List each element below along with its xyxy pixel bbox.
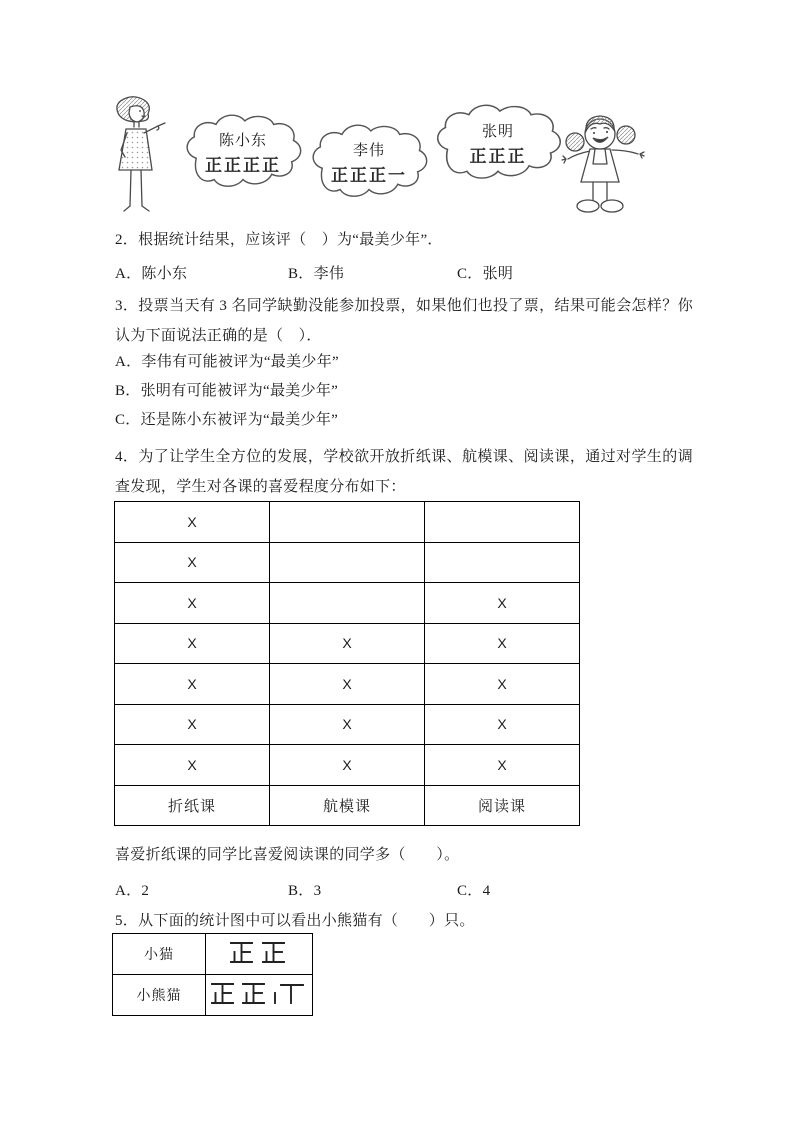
table-row — [115, 704, 580, 745]
row-label: 小猫 — [113, 934, 206, 975]
question-4-subquestion: 喜爱折纸课的同学比喜爱阅读课的同学多（ ）。 — [115, 847, 460, 863]
tally-text: 正正正一 — [331, 165, 407, 185]
table-cell: X — [115, 502, 270, 543]
table-row — [115, 785, 580, 826]
candidate-name: 李伟 — [352, 142, 385, 159]
tally-marks-xiaoxiongmao — [206, 975, 313, 1016]
table-cell: X — [115, 583, 270, 624]
table-cell: X — [270, 664, 425, 705]
tally-marks-icon — [228, 938, 290, 965]
table-cell: X — [425, 664, 580, 705]
tally-text: 正正正正 — [205, 155, 281, 175]
table-row — [113, 934, 313, 975]
table-cell: X — [270, 623, 425, 664]
candidate-name: 张明 — [481, 123, 514, 140]
table-cell: X — [115, 664, 270, 705]
table-cell: X — [115, 745, 270, 786]
question-3-option-b: B．张明有可能被评为“最美少年” — [115, 383, 339, 399]
question-3-option-c: C．还是陈小东被评为“最美少年” — [115, 412, 339, 428]
vote-illustration — [0, 92, 793, 222]
table-cell: X — [425, 704, 580, 745]
preference-table — [114, 501, 580, 826]
question-5-text: 5．从下面的统计图中可以看出小熊猫有（ ）只。 — [115, 913, 475, 929]
candidate-name: 陈小东 — [218, 132, 267, 149]
column-label: 折纸课 — [115, 785, 270, 826]
teacher-illustration — [106, 96, 170, 218]
table-row — [115, 502, 580, 543]
table-row — [115, 745, 580, 786]
option-c: C．4 — [457, 883, 491, 899]
question-4-text: 4．为了让学生全方位的发展，学校欲开放折纸课、航模课、阅读课，通过对学生的调查发现，学生对各课的喜爱程度分布如下： — [115, 449, 693, 495]
vote-cloud-liwei — [306, 122, 432, 202]
tally-marks-icon — [210, 979, 308, 1006]
column-label: 阅读课 — [425, 785, 580, 826]
girl-illustration — [560, 104, 648, 218]
table-row — [115, 542, 580, 583]
option-b: B．3 — [288, 883, 322, 899]
tally-text: 正正正 — [469, 146, 527, 166]
table-row — [115, 664, 580, 705]
row-label: 小熊猫 — [113, 975, 206, 1016]
vote-cloud-zhangming — [430, 102, 566, 184]
question-3-text: 3．投票当天有 3 名同学缺勤没能参加投票，如果他们也投了票，结果可能会怎样？你认为下面说法正确的是（ ）． — [115, 298, 693, 344]
option-a: A．陈小东 — [115, 266, 188, 282]
table-cell: X — [270, 704, 425, 745]
table-cell — [425, 542, 580, 583]
table-cell: X — [115, 623, 270, 664]
table-cell: X — [425, 623, 580, 664]
tally-table — [112, 933, 313, 1016]
table-cell: X — [115, 704, 270, 745]
option-a: A．2 — [115, 883, 150, 899]
question-3-option-a: A．李伟有可能被评为“最美少年” — [115, 354, 339, 370]
vote-cloud-chenxiaodong — [180, 112, 306, 192]
question-4-options — [115, 879, 685, 899]
table-cell — [425, 502, 580, 543]
table-cell: X — [425, 583, 580, 624]
table-cell — [270, 542, 425, 583]
question-2-text: 2．根据统计结果，应该评（ ）为“最美少年”． — [115, 232, 443, 248]
table-row — [115, 583, 580, 624]
question-2-options — [115, 262, 685, 282]
table-cell: X — [115, 542, 270, 583]
tally-marks-xiaomao — [206, 934, 313, 975]
table-cell: X — [425, 745, 580, 786]
option-b: B．李伟 — [288, 266, 345, 282]
table-cell — [270, 502, 425, 543]
option-c: C．张明 — [457, 266, 514, 282]
table-row — [115, 623, 580, 664]
table-cell: X — [270, 745, 425, 786]
table-row — [113, 975, 313, 1016]
column-label: 航模课 — [270, 785, 425, 826]
table-cell — [270, 583, 425, 624]
